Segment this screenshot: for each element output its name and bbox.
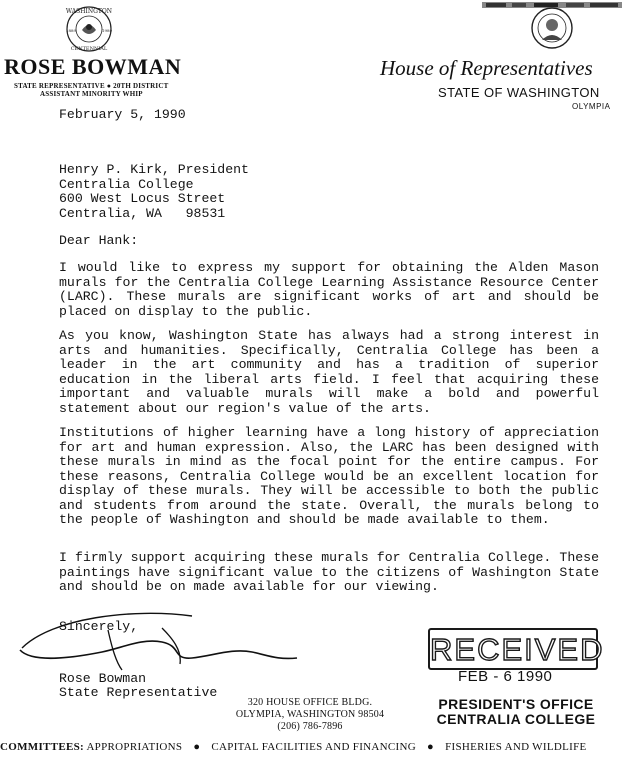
state-title: STATE OF WASHINGTON: [438, 85, 600, 100]
bullet-icon: ●: [193, 741, 201, 753]
letter-date: February 5, 1990: [59, 107, 186, 122]
bullet-icon: ●: [427, 741, 434, 753]
role-district: 20TH DISTRICT: [113, 82, 169, 90]
committee-item: CAPITAL FACILITIES AND FINANCING: [211, 741, 416, 753]
body-paragraph: Institutions of higher learning have a long history of appreciation for art and human expression. Also, the LARC has been designed with these murals in mind as the focal point for the entire campus. For these reasons, Centralia College would be an excellent location for display of these murals. They will be accessible to both the public and students from around the state. Overall, the murals belong to the people of Washington and should be made available to them.: [59, 425, 599, 527]
letterhead-role-line2: ASSISTANT MINORITY WHIP: [40, 90, 143, 98]
address-line: (206) 786-7896: [277, 721, 343, 732]
role-title: STATE REPRESENTATIVE: [14, 82, 105, 90]
recipient-line: Henry P. Kirk, President: [59, 162, 249, 177]
received-office-line: CENTRALIA COLLEGE: [436, 711, 596, 727]
received-stamp: RECEIVED: [428, 628, 598, 670]
closing: Sincerely,: [59, 619, 139, 634]
committees-label: COMMITTEES:: [0, 741, 84, 753]
committee-item: APPROPRIATIONS: [86, 741, 183, 753]
centennial-seal-icon: [62, 4, 116, 54]
seal-year-right: 1989: [101, 28, 113, 33]
state-seal-icon: [530, 6, 574, 50]
received-date: FEB - 6 1990: [458, 668, 553, 685]
letterhead-name: ROSE BOWMAN: [4, 54, 182, 79]
address-line: OLYMPIA, WASHINGTON 98504: [235, 709, 385, 720]
recipient-line: 600 West Locus Street: [59, 191, 226, 206]
received-office-line: PRESIDENT'S OFFICE: [438, 696, 594, 712]
received-office: [428, 697, 604, 727]
committee-item: FISHERIES AND WILDLIFE: [445, 741, 587, 753]
office-address: [222, 697, 398, 733]
seal-top-text: WASHINGTON: [65, 8, 113, 15]
committees-footer: [0, 741, 630, 753]
letterhead-role-line1: [14, 82, 168, 90]
seal-bottom-text: CENTENNIAL: [70, 46, 108, 52]
recipient-line: Centralia College: [59, 176, 194, 192]
salutation: Dear Hank:: [59, 233, 139, 248]
signer-name: Rose Bowman: [59, 671, 147, 686]
recipient-line: Centralia, WA 98531: [59, 205, 226, 221]
city-title: OLYMPIA: [572, 102, 611, 111]
signature-icon: [12, 608, 342, 678]
body-paragraph: As you know, Washington State has always had a strong interest in arts and humanities. Specifically, Centralia College has been a leader in the art community and has a tradition of superior education in the liberal arts field. I feel that acquiring these important and valuable murals will make a bold and powerful statement about our region's value of the arts.: [59, 328, 599, 416]
body-paragraph: I firmly support acquiring these murals for Centralia College. These paintings have significant value to the citizens of Washington State and should be on made available for our viewing.: [59, 550, 599, 594]
chamber-title: House of Representatives: [380, 56, 593, 80]
signer-title: State Representative: [59, 685, 218, 700]
bullet-icon: ●: [106, 82, 112, 90]
address-line: 320 HOUSE OFFICE BLDG.: [247, 697, 373, 708]
seal-year-left: 1889: [65, 28, 77, 33]
body-paragraph: I would like to express my support for obtaining the Alden Mason murals for the Centralia College Learning Assistance Resource Center (LARC). These murals are significant works of art and should be placed on display to the public.: [59, 260, 599, 319]
